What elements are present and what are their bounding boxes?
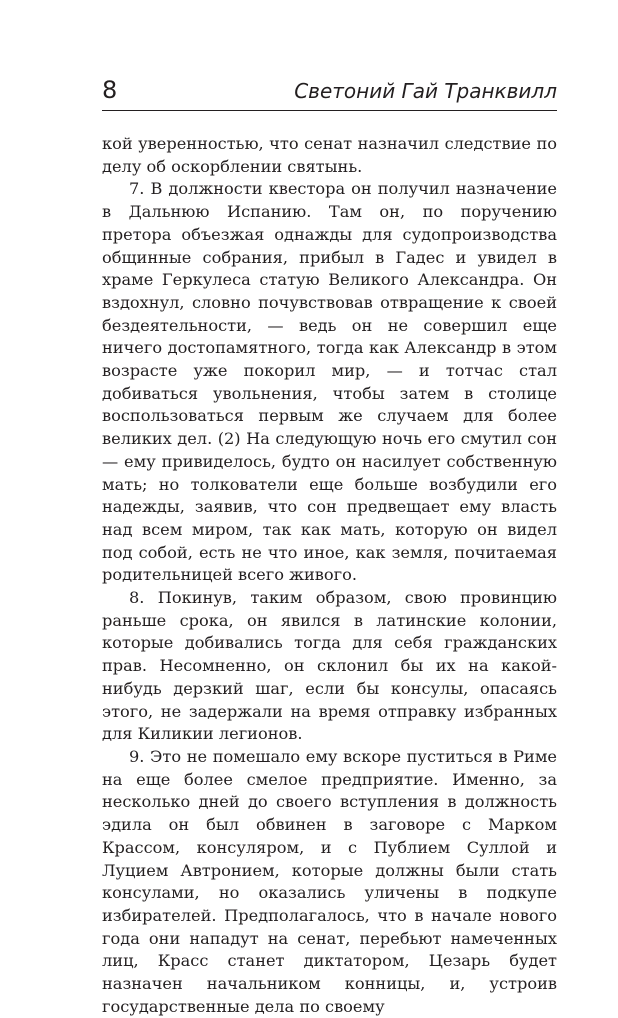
- paragraph-continuation: кой уверенностью, что сенат назначил следствие по делу об оскорблении святынь.: [102, 134, 557, 176]
- paragraph-section-7: 7. В должности квестора он получил назначение в Дальнюю Испанию. Там он, по поручению претора объезжая однажды для судопроизводства общинные собрания, прибыл в Гадес и увидел в храме Геркулеса статую Великого Александра. Он вздохнул, словно почувствовав отвращение к своей бездеятельности, — ведь он не совершил еще ничего достопамятного, тогда как Александр в этом возрасте уже покорил мир, — и тотчас стал добиваться увольнения, чтобы затем в столице воспользоваться первым же случаем для более великих дел. (2) На следующую ночь его смутил сон — ему привиделось, будто он насилует собственную мать; но толкователи еще больше возбудили его надежды, заявив, что сон предвещает ему власть над всем миром, так как мать, которую он видел под собой, есть не что иное, как земля, почитаемая родительницей всего живого.: [102, 179, 557, 585]
- running-title: Светоний Гай Транквилл: [294, 79, 557, 103]
- body-text: [102, 133, 557, 1018]
- page-number: 8: [102, 76, 118, 104]
- paragraph-section-8: 8. Покинув, таким образом, свою провинцию раньше срока, он явился в латинские колонии, которые добивались тогда для себя гражданских прав. Несомненно, он склонил бы их на какой-нибудь дерзкий шаг, если бы консулы, опасаясь этого, не задержали на время отправку избранных для Киликии легионов.: [102, 588, 557, 744]
- running-header: [102, 66, 557, 111]
- paragraph-section-9: 9. Это не помешало ему вскоре пуститься в Риме на еще более смелое предприятие. Именно, за несколько дней до своего вступления в должность эдила он был обвинен в заговоре с Марком Крассом, консуляром, и с Публием Суллой и Луцием Автронием, которые должны были стать консулами, но оказались уличены в подкупе избирателей. Предполагалось, что в начале нового года они нападут на сенат, перебьют намеченных лиц, Красс станет диктатором, Цезарь будет назначен начальником конницы, и, устроив государственные дела по своему: [102, 746, 557, 1016]
